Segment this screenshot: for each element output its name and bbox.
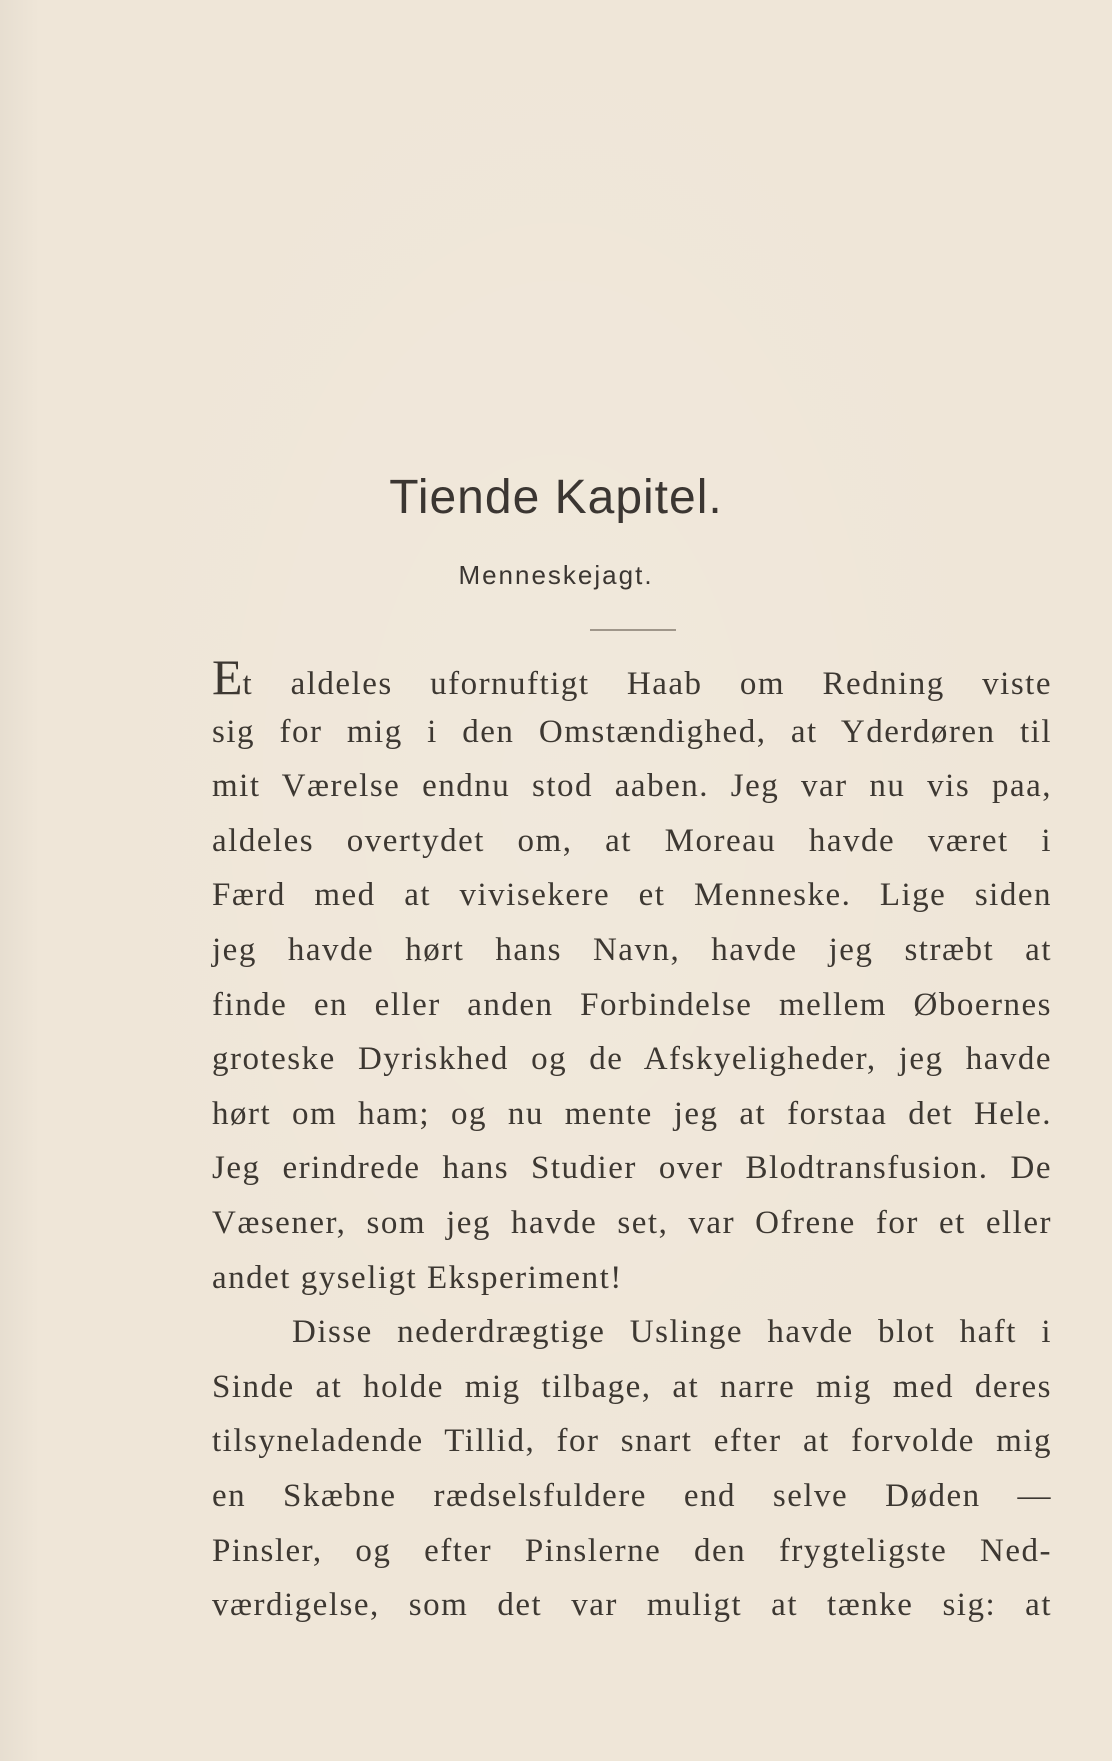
chapter-title: Tiende Kapitel.	[389, 471, 723, 524]
text-line: Væsener, som jeg havde set, var Ofrene for et eller	[212, 1204, 1052, 1241]
text-line: jeg havde hørt hans Navn, havde jeg stræbt at	[212, 931, 1052, 968]
text-line: sig for mig i den Omstændighed, at Yderdøren til	[212, 713, 1052, 750]
text-line: værdigelse, som det var muligt at tænke sig: at	[212, 1587, 1052, 1624]
drop-capital: E	[212, 649, 243, 705]
chapter-subtitle: Menneskejagt.	[458, 560, 654, 590]
chapter-divider	[590, 629, 676, 631]
text-line: Jeg erindrede hans Studier over Blodtransfusion. De	[212, 1150, 1052, 1187]
text-line	[212, 650, 1052, 705]
text-line: Disse nederdrægtige Uslinge havde blot haft i	[292, 1314, 1052, 1351]
text-line: finde en eller anden Forbindelse mellem Øboernes	[212, 986, 1052, 1023]
text-line: aldeles overtydet om, at Moreau havde været i	[212, 822, 1052, 859]
text-line: Færd med at vivisekere et Menneske. Lige siden	[212, 877, 1052, 914]
text-line: mit Værelse endnu stod aaben. Jeg var nu vis paa,	[212, 768, 1052, 805]
body-text	[212, 650, 1052, 1633]
text-line: andet gyseligt Eksperiment!	[212, 1259, 623, 1296]
text-line-content: t aldeles ufornuftigt Haab om Redning viste	[242, 666, 1052, 702]
text-line: Sinde at holde mig tilbage, at narre mig med deres	[212, 1368, 1052, 1405]
text-line: groteske Dyriskhed og de Afskyeligheder, jeg havde	[212, 1041, 1052, 1078]
text-line: Pinsler, og efter Pinslerne den frygteligste Ned-	[212, 1532, 1052, 1569]
text-line: en Skæbne rædselsfuldere end selve Døden —	[212, 1477, 1052, 1514]
text-line: tilsyneladende Tillid, for snart efter at forvolde mig	[212, 1423, 1052, 1460]
text-line: hørt om ham; og nu mente jeg at forstaa det Hele.	[212, 1095, 1052, 1132]
